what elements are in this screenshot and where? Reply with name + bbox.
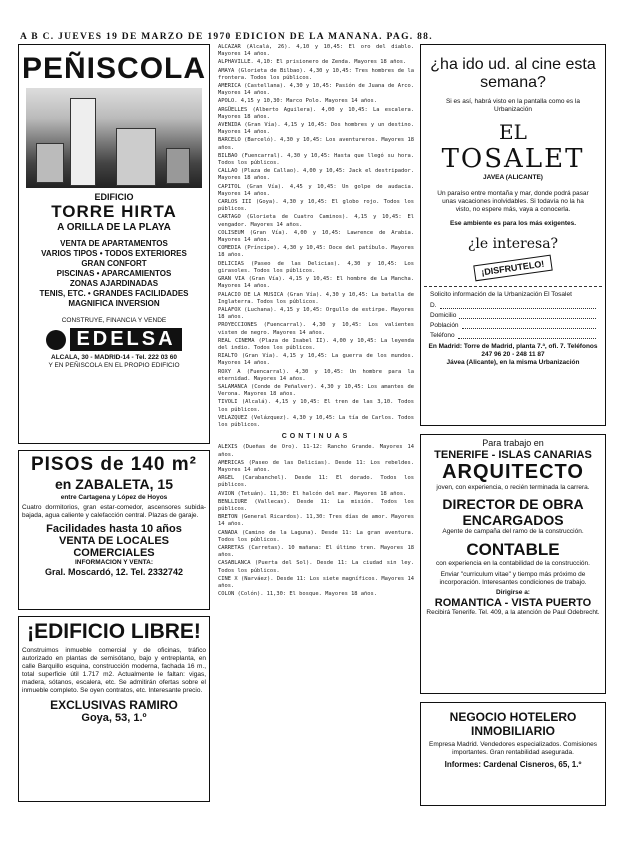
listing-entry: CANADA (Camino de la Laguna). Desde 11: La gran aventura. Todos los públicos. [218, 529, 414, 543]
pisos-ad [18, 450, 210, 610]
listings-block [218, 44, 414, 429]
arq-role: DIRECTOR DE OBRA [442, 496, 584, 512]
tosalet-desc: Un paraíso entre montaña y mar, donde podrá pasar unas vacaciones inolvidables. Si todavía no la ha visto, no espere más, vaya a conocerla. [437, 190, 589, 213]
listing-entry: PALACIO DE LA MUSICA (Gran Vía). 4,30 y 10,45: La batalla de Inglaterra. Todos los públicos. [218, 291, 414, 305]
tosalet-name-el: EL [499, 120, 527, 144]
page-header: A B C. JUEVES 19 DE MARZO DE 1970 EDICION DE LA MAÑANA. PAG. 88. [20, 32, 433, 42]
edificio-label: EDIFICIO [94, 192, 134, 202]
listing-entry: AVENIDA (Gran Vía). 4,15 y 10,45: Dos hombres y un destino. Mayores 14 años. [218, 122, 414, 136]
listing-entry: ARGÜELLES (Alberto Aguilera). 4,00 y 10,45: La escalera. Mayores 18 años. [218, 106, 414, 120]
listing-entry: CAPITOL (Gran Vía). 4,45 y 10,45: Un golpe de audacia. Mayores 14 años. [218, 183, 414, 197]
listing-entry: APOLO. 4,15 y 10,30: Marco Polo. Mayores 14 años. [218, 98, 378, 105]
listing-entry: AMAYA (Glorieta de Bilbao). 4,30 y 10,45: Tres hombres de la frontera. Todos los públicos. [218, 67, 414, 81]
listing-entry: SALAMANCA (Conde de Peñalver). 4,30 y 10,45: Los amantes de Verona. Mayores 18 años. [218, 383, 414, 398]
coupon-field[interactable] [430, 332, 596, 339]
right-column [420, 44, 606, 842]
tosalet-place: JAVEA (ALICANTE) [483, 174, 543, 181]
field-line[interactable] [462, 322, 596, 329]
tower-shape [116, 128, 156, 186]
coupon-field[interactable] [430, 312, 596, 319]
listing-entry: AMERICAS (Paseo de las Delicias). Desde 11: Los rebeldes. Mayores 14 años. [218, 459, 414, 473]
arq-role2: ENCARGADOS [462, 512, 564, 528]
field-line[interactable] [440, 302, 597, 309]
listing-entry: ROXY A (Fuencarral). 4,30 y 10,45: Un hombre para la eternidad. Mayores 14 años. [218, 368, 414, 382]
hotelero-title: NEGOCIO HOTELERO INMOBILIARIO [449, 710, 577, 738]
peniscola-title: PEÑISCOLA [22, 52, 207, 85]
arq-address: Recibirá Tenerife. Tel. 409, a la atención de Paul Odebrecht. [426, 609, 600, 616]
edelsa-emblem-icon [46, 330, 66, 350]
pisos-contact: Gral. Moscardó, 12. Tel. 2332742 [45, 567, 183, 577]
listing-entry: CARLOS III (Goya). 4,30 y 10,45: El globo rojo. Todos los públicos. [218, 199, 414, 213]
pisos-between: entre Cartagena y López de Hoyos [60, 494, 168, 501]
listing-entry: BARCELO (Barceló). 4,30 y 10,45: Los aventureros. Mayores 18 años. [218, 137, 414, 151]
listings-block [218, 444, 414, 598]
pisos-title: PISOS de 140 m² [30, 454, 197, 475]
listing-entry: AVION (Tetuán). 11,30: El halcón del mar. Mayores 18 años. [218, 490, 407, 497]
field-label: Domicilio [430, 312, 457, 319]
edelsa-logo [22, 328, 206, 351]
builder-address2: Y EN PEÑISCOLA EN EL PROPIO EDIFICIO [48, 362, 180, 369]
listing-entry: VELAZQUEZ (Velázquez). 4,30 y 10,45: La tía de Carlos. Todos los públicos. [218, 414, 414, 428]
listing-entry: ALCAZAR (Alcalá, 26). 4,10 y 10,45: El oro del diablo. Mayores 14 años. [218, 44, 414, 58]
builder-label: CONSTRUYE, FINANCIA Y VENDE [61, 317, 167, 324]
arq-offer: Enviar "curriculum vitae" y tiempo más próximo de incorporación. Interesantes condiciones de trabajo. [439, 571, 587, 586]
tosalet-office2: Jávea (Alicante), en la misma Urbanización [446, 359, 580, 366]
pisos-location: en ZABALETA, 15 [55, 476, 173, 492]
tosalet-quote: Ese ambiente es para los más exigentes. [449, 220, 577, 227]
listing-entry: ALPHAVILLE. 4,10: El prisionero de Zenda. Mayores 18 años. [218, 59, 407, 66]
listing-entry: BENLLIURE (Vallecas). Desde 11: La misión. Todos los públicos. [218, 498, 414, 512]
listing-entry: GRAN VIA (Gran Vía). 4,15 y 10,45: El hombre de La Mancha. Mayores 14 años. [218, 276, 414, 290]
feature-line: ZONAS AJARDINADAS [69, 279, 159, 288]
tower-shape [166, 148, 190, 184]
arq-company: ROMANTICA - VISTA PUERTO [434, 597, 592, 609]
feature-line: VARIOS TIPOS • TODOS EXTERIORES [41, 249, 187, 258]
arq-desc: joven, con experiencia, o recién terminada la carrera. [436, 484, 590, 491]
tower-shape [70, 98, 96, 186]
pisos-terms: Facilidades hasta 10 años [46, 523, 182, 535]
field-label: D. [430, 302, 437, 309]
coupon [424, 291, 602, 339]
arq-contable-desc: con experiencia en la contabilidad de la construcción. [436, 560, 590, 567]
listing-entry: ALEXIS (Dueñas de Oro). 11-12: Rancho Grande. Mayores 14 años. [218, 444, 414, 458]
listing-entry: COMEDIA (Príncipe). 4,30 y 10,45: Doce del patíbulo. Mayores 18 años. [218, 245, 414, 259]
listing-entry: TIVOLI (Alcalá). 4,15 y 10,45: El tren de las 3,10. Todos los públicos. [218, 399, 414, 413]
coupon-divider [424, 286, 602, 287]
tagline: A ORILLA DE LA PLAYA [57, 222, 171, 233]
listing-entry: CARTAGO (Glorieta de Cuatro Caminos). 4,15 y 10,45: El vengador. Mayores 14 años. [218, 214, 414, 228]
listing-entry: DELICIAS (Paseo de las Delicias). 4,30 y 10,45: Los girasoles. Todos los públicos. [218, 260, 414, 274]
listing-entry: CINE X (Narváez). Desde 11: Los siete magníficos. Mayores 14 años. [218, 575, 414, 590]
listing-entry: COLON (Colón). 11,30: El bosque. Mayores 18 años. [218, 591, 378, 598]
pisos-info: INFORMACION Y VENTA: [74, 559, 153, 566]
hotelero-ad [420, 702, 606, 806]
field-label: Teléfono [430, 332, 455, 339]
tosalet-name: TOSALET [441, 144, 585, 174]
cinema-listings [218, 44, 414, 842]
building-photo [26, 88, 202, 188]
listing-entry: BILBAO (Fuencarral). 4,30 y 10,45: Hasta que llegó su hora. Todos los públicos. [218, 152, 414, 167]
left-column [18, 44, 210, 842]
listing-entry: PROYECCIONES (Fuencarral). 4,30 y 10,45: Los valientes visten de negro. Mayores 14 años. [218, 322, 414, 336]
pisos-desc: Cuatro dormitorios, gran estar-comedor, ascensores subida-bajada, agua caliente y calefacción central. Plazas de garaje. [22, 504, 206, 519]
tosalet-question: ¿ha ido ud. al cine esta semana? [430, 56, 596, 91]
listing-entry: REAL CINEMA (Plaza de Isabel II). 4,00 y 10,45: La leyenda del indio. Todos los públicos. [218, 337, 414, 351]
edificio-title: ¡EDIFICIO LIBRE! [27, 620, 201, 643]
peniscola-ad [18, 44, 210, 444]
tosalet-office: En Madrid: Torre de Madrid, planta 7.ª, ofi. 7. Teléfonos 247 96 20 - 248 11 87 [428, 343, 598, 358]
feature-line: PISCINAS • APARCAMIENTOS [56, 269, 172, 278]
coupon-intro: Solicito información de la Urbanización El Tosalet [430, 291, 572, 298]
arq-role-desc: Agente de campaña del ramo de la construcción. [442, 528, 584, 535]
field-line[interactable] [458, 332, 596, 339]
edificio-desc: Construimos inmueble comercial y de oficinas, tráfico autorizado en plantas de semisótano, bajo y entreplanta, en calle Barquillo esquina, construcción moderna, fachada 16 m., total superficie útil 1.717 m2. Actualmente le faltan: vigas, madera, sótanos, escalera, etc. Se admitirán ofertas sobre el inmueble completo. Se oyen contratos, etc. Interesante precio. [22, 647, 206, 694]
listing-entry: ARGEL (Carabanchel). Desde 11: El dorado. Todos los públicos. [218, 475, 414, 489]
listing-entry: PALAFOX (Luchana). 4,15 y 10,45: Orgullo de estirpe. Mayores 18 años. [218, 306, 414, 321]
listing-entry: CASABLANCA (Puerta del Sol). Desde 11: La ciudad sin ley. Todos los públicos. [218, 560, 414, 574]
listing-entry: CALLAO (Plaza de Callao). 4,00 y 10,45: Jack el destripador. Mayores 18 años. [218, 168, 414, 182]
tosalet-pitch: Si es así, habrá visto en la pantalla como es la Urbanización [445, 98, 581, 113]
arq-place: TENERIFE - ISLAS CANARIAS [434, 449, 592, 461]
builder-address: ALCALA, 30 - MADRID-14 - Tel. 222 03 60 [51, 354, 177, 361]
edificio-agency: EXCLUSIVAS RAMIRO [50, 698, 178, 712]
tosalet-ad [420, 44, 606, 426]
feature-line: VENTA DE APARTAMENTOS [60, 239, 168, 248]
listing-entry: CARRETAS (Carretas). 10 mañana: El último tren. Mayores 18 años. [218, 545, 414, 559]
disfrutelo-stamp: ¡DISFRUTELO! [474, 255, 553, 282]
field-label: Población [430, 322, 459, 329]
edificio-ad [18, 616, 210, 802]
listing-entry: BRETON (General Ricardos). 11,30: Tres días de amor. Mayores 14 años. [218, 514, 414, 528]
arq-apply: Dirigirse a: [496, 589, 530, 596]
coupon-field[interactable] [430, 302, 596, 309]
builder-name: EDELSA [70, 328, 181, 351]
feature-line: TENIS, ETC. • GRANDES FACILIDADES [39, 289, 189, 298]
coupon-field[interactable] [430, 322, 596, 329]
field-line[interactable] [459, 312, 596, 319]
arq-intro: Para trabajo en [482, 438, 544, 448]
tosalet-question2: ¿le interesa? [467, 236, 559, 252]
edificio-address: Goya, 53, 1.º [81, 712, 147, 724]
pisos-venta: VENTA DE LOCALES COMERCIALES [58, 535, 169, 559]
feature-line: MAGNIFICA INVERSION [68, 299, 160, 308]
hotelero-desc: Empresa Madrid. Vendedores especializados. Comisiones importantes. Gran rentabilidad asegurada. [428, 741, 597, 756]
listings-section-title: CONTINUAS [281, 433, 351, 441]
listing-entry: RIALTO (Gran Vía). 4,15 y 10,45: La guerra de los mundos. Mayores 14 años. [218, 353, 414, 367]
arquitecto-ad [420, 434, 606, 694]
listing-entry: COLISEUM (Gran Vía). 4,00 y 10,45: Lawrence de Arabia. Mayores 14 años. [218, 229, 414, 244]
listing-entry: AMERICA (Castellana). 4,30 y 10,45: Pasión de Juana de Arco. Mayores 14 años. [218, 83, 414, 97]
hotelero-contact: Informes: Cardenal Cisneros, 65, 1.º [444, 760, 582, 769]
feature-line: GRAN CONFORT [81, 259, 147, 268]
arq-contable: CONTABLE [466, 540, 560, 559]
arq-title: ARQUITECTO [442, 461, 584, 483]
building-name: TORRE HIRTA [51, 202, 177, 221]
tower-shape [36, 143, 64, 183]
